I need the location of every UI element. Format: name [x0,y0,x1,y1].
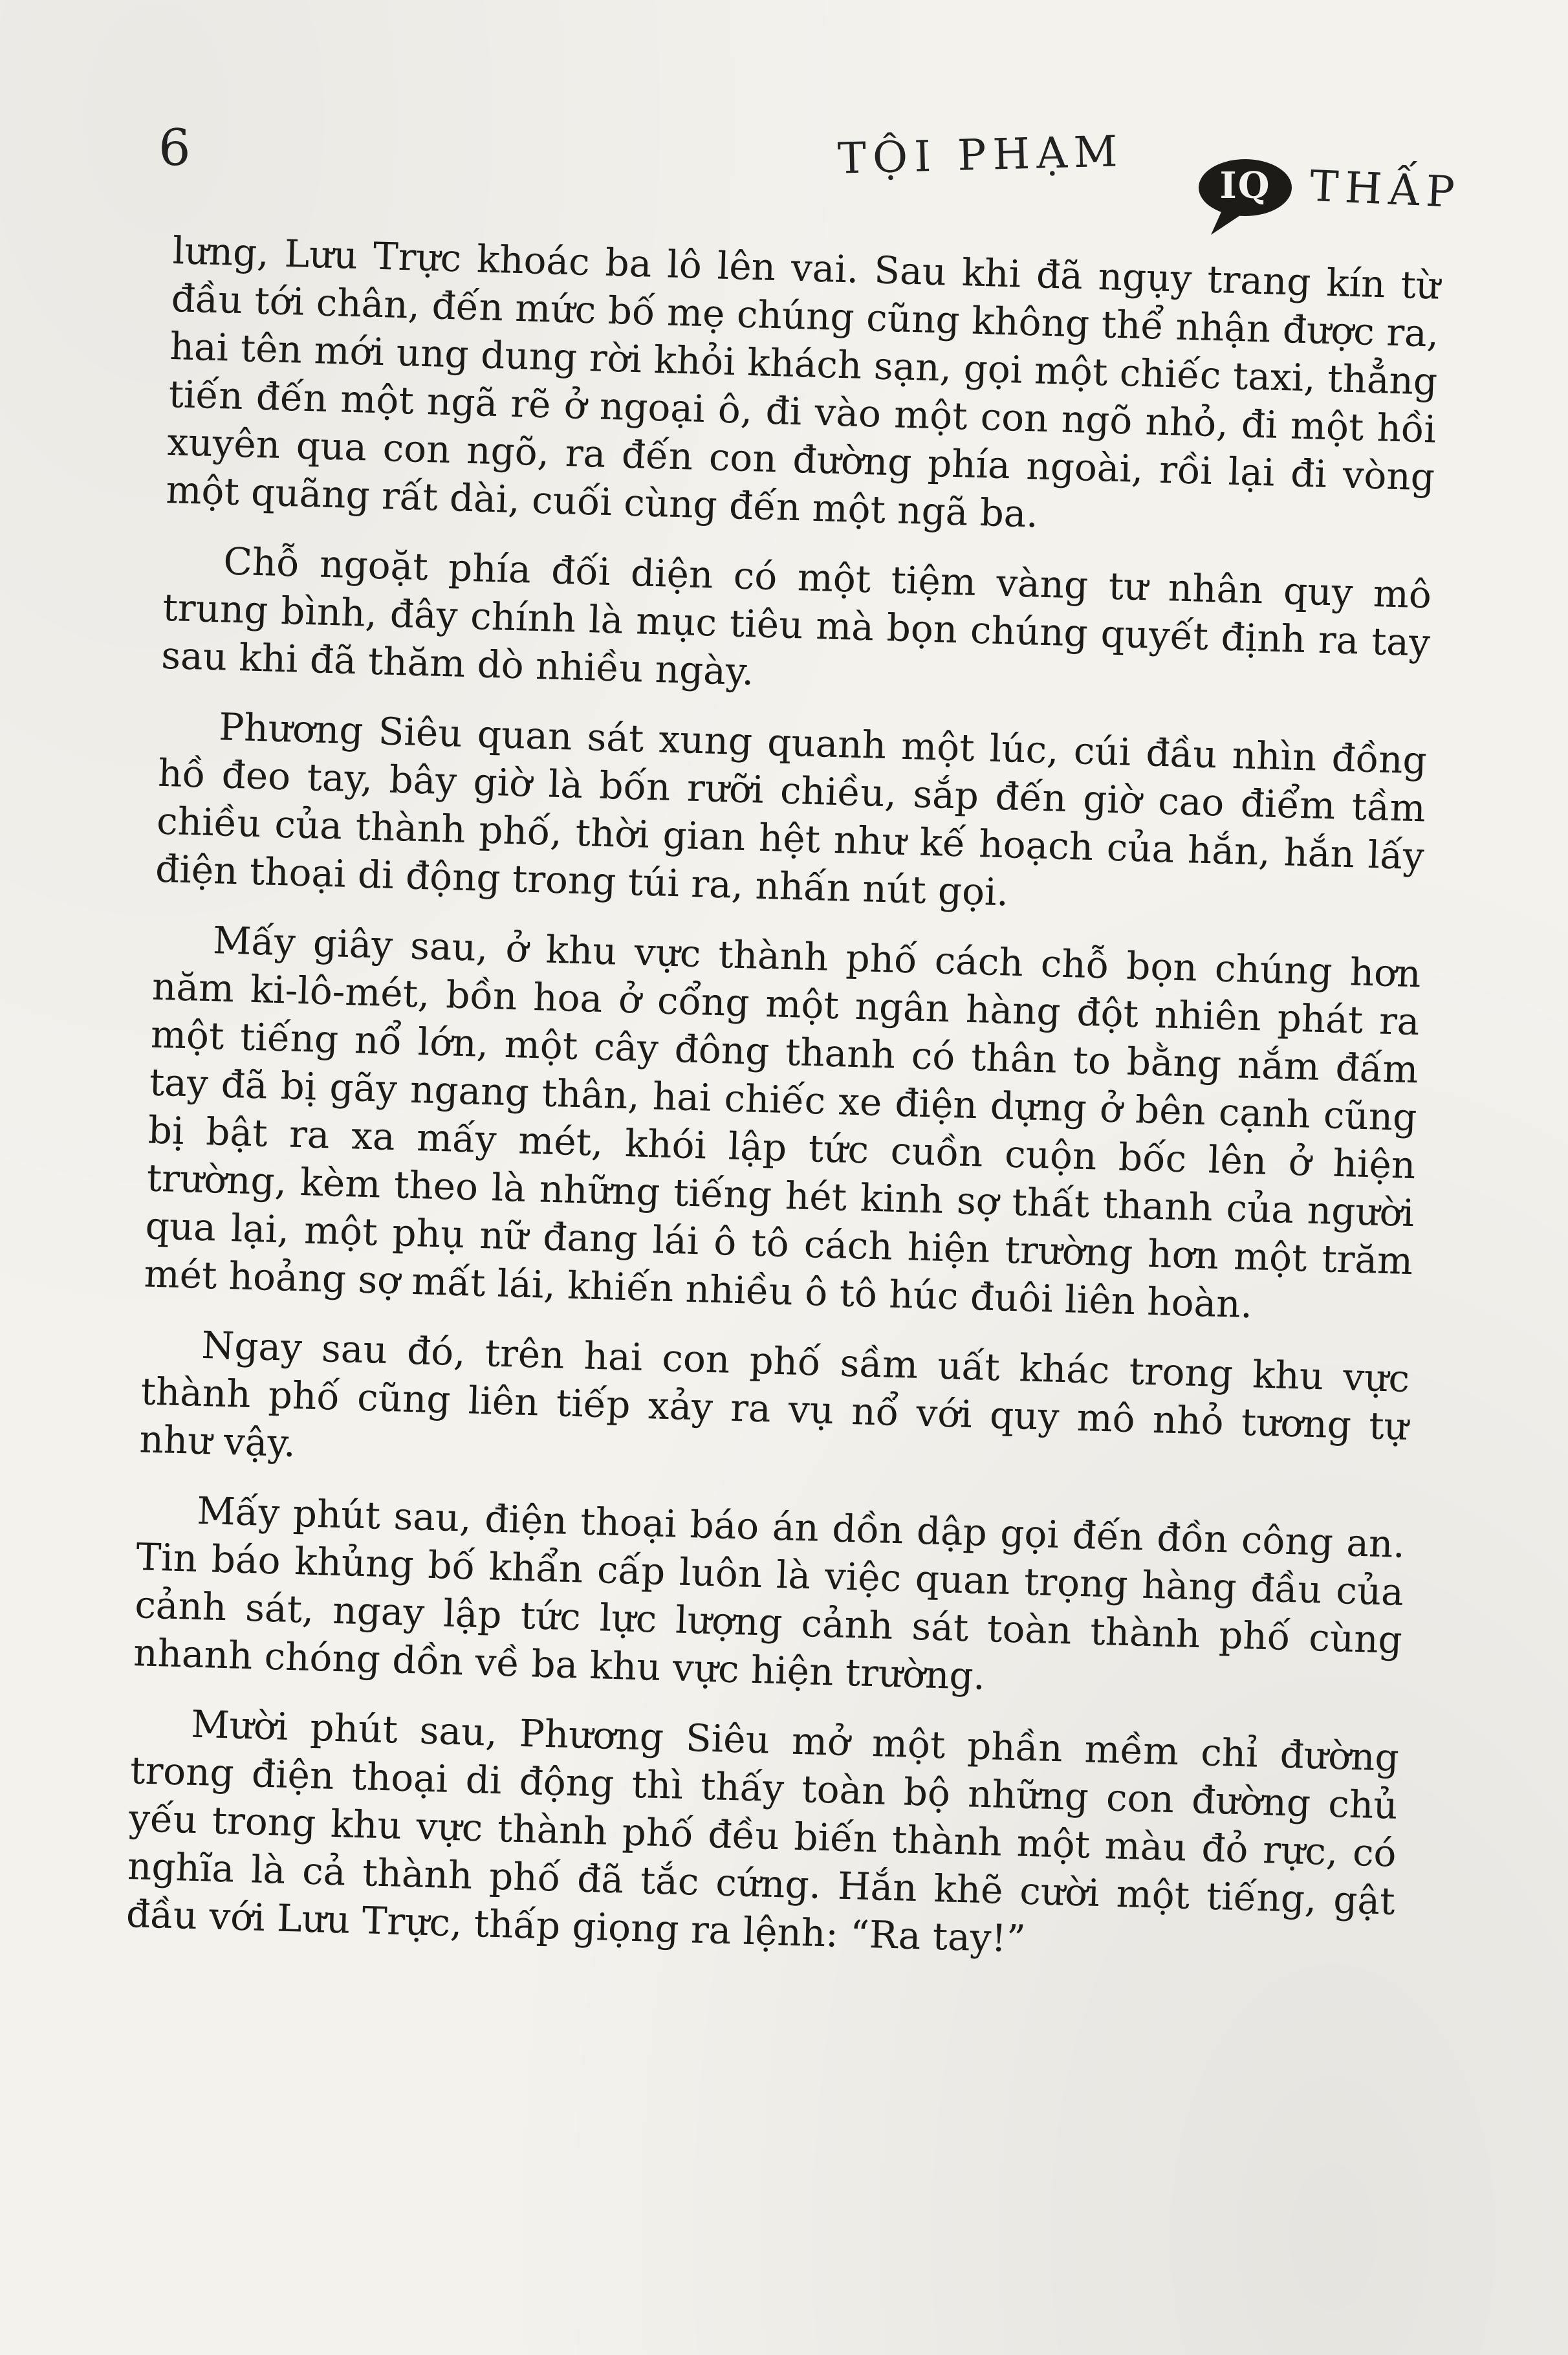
paragraph: Mười phút sau, Phương Siêu mở một phần mềm chỉ đường trong điện thoại di động thì thấy toàn bộ những con đường chủ yếu trong khu vực thành phố đều biến thành một màu đỏ rực, có nghĩa là cả thành phố đã tắc cứng. Hắn khẽ cười một tiếng, gật đầu với Lưu Trực, thấp giọng ra lệnh: “Ra tay!” [125,1702,1400,1961]
paragraph: lưng, Lưu Trực khoác ba lô lên vai. Sau khi đã ngụy trang kín từ đầu tới chân, đến mức bố mẹ chúng cũng không thể nhận được ra, hai tên mới ung dung rời khỏi khách sạn, gọi một chiếc taxi, thẳng tiến đến một ngã rẽ ở ngoại ô, đi vào một con ngõ nhỏ, đi một hồi xuyên qua con ngõ, ra đến con đường phía ngoài, rồi lại đi vòng một quãng rất dài, cuối cùng đến một ngã ba. [165,228,1441,536]
paragraph: Ngay sau đó, trên hai con phố sầm uất khác trong khu vực thành phố cũng liên tiếp xảy ra vụ nổ với quy mô nhỏ tương tự như vậy. [138,1322,1410,1465]
running-head-title-left: TỘI PHẠM [837,126,1125,184]
paragraph: Mấy giây sau, ở khu vực thành phố cách chỗ bọn chúng hơn năm ki-lô-mét, bồn hoa ở cổng một ngân hàng đột nhiên phát ra một tiếng nổ lớn, một cây đông thanh có thân to bằng nắm đấm tay đã bị gãy ngang thân, hai chiếc xe điện dựng ở bên cạnh cũng bị bật ra xa mấy mét, khói lập tức cuồn cuộn bốc lên ở hiện trường, kèm theo là những tiếng hét kinh sợ thất thanh của người qua lại, một phụ nữ đang lái ô tô cách hiện trường hơn một trăm mét hoảng sợ mất lái, khiến nhiều ô tô húc đuôi liên hoàn. [143,918,1422,1327]
body-text [117,226,1441,2280]
paragraph: Chỗ ngoặt phía đối diện có một tiệm vàng tư nhân quy mô trung bình, đây chính là mục tiêu mà bọn chúng quyết định ra tay sau khi đã thăm dò nhiều ngày. [160,539,1432,694]
page-number: 6 [158,119,191,177]
running-head-title-right: THẤP [1309,160,1463,218]
iq-speech-bubble-icon [1197,159,1294,220]
paragraph: Mấy phút sau, điện thoại báo án dồn dập gọi đến đồn công an. Tin báo khủng bố khẩn cấp luôn là việc quan trọng hàng đầu của cảnh sát, ngay lập tức lực lượng cảnh sát toàn thành phố cùng nhanh chóng dồn về ba khu vực hiện trường. [133,1488,1406,1698]
iq-badge-text: IQ [1219,164,1271,207]
paragraph: Phương Siêu quan sát xung quanh một lúc, cúi đầu nhìn đồng hồ đeo tay, bây giờ là bốn rưỡi chiều, sắp đến giờ cao điểm tầm chiều của thành phố, thời gian hệt như kế hoạch của hắn, hắn lấy điện thoại di động trong túi ra, nhấn nút gọi. [155,705,1428,915]
running-head [837,120,1463,236]
